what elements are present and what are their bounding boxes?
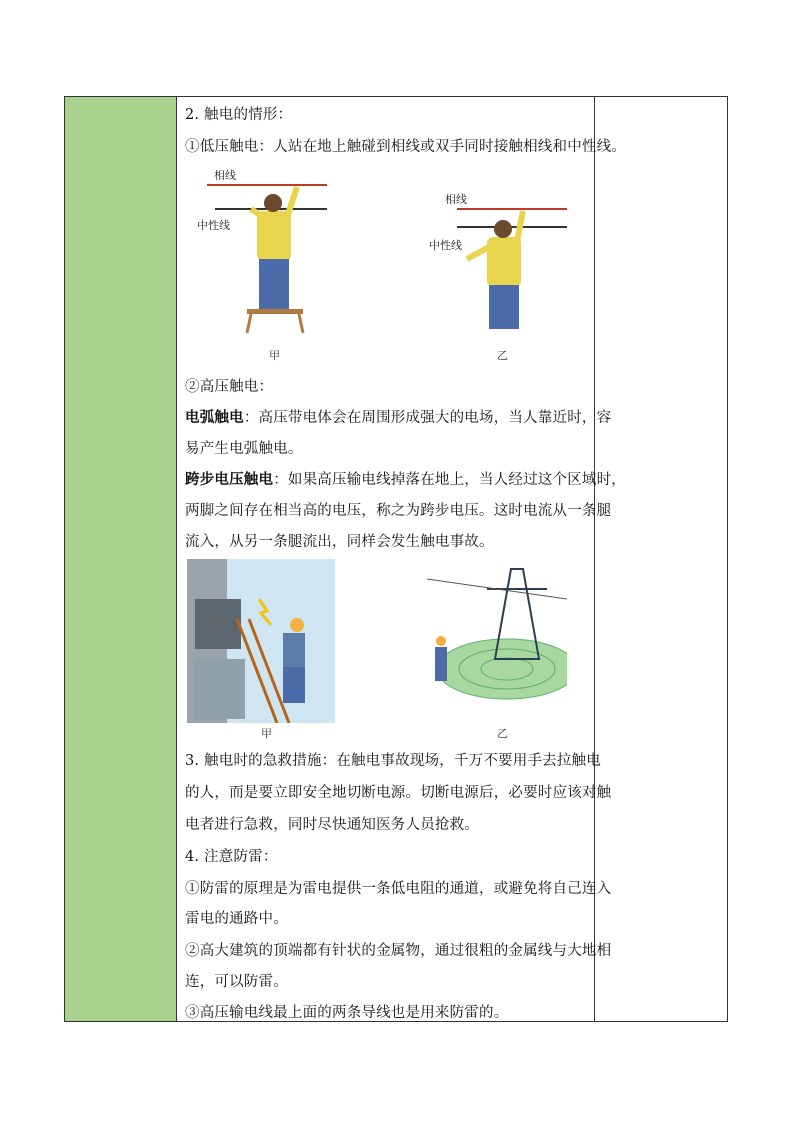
first-aid-line3: 电者进行急救，同时尽快通知医务人员抢救。	[185, 817, 479, 833]
neutral-wire-label-a: 中性线	[197, 219, 230, 232]
phase-wire-label-b: 相线	[445, 193, 467, 206]
first-aid-line2: 的人，而是要立即安全地切断电源。切断电源后，必要时应该对触	[185, 785, 612, 801]
left-green-column	[65, 97, 177, 1021]
arc-shock-line1: 电弧触电：高压带电体会在周围形成强大的电场，当人靠近时，容	[185, 409, 612, 426]
phase-wire-label-a: 相线	[214, 169, 236, 182]
step-voltage-line2: 两脚之间存在相当高的电压，称之为跨步电压。这时电流从一条腿	[185, 503, 612, 519]
content-table	[64, 96, 728, 1022]
step-voltage-line1: 跨步电压触电：如果高压输电线掉落在地上，当人经过这个区域时，	[185, 471, 627, 488]
first-aid-line1: 3. 触电时的急救措施：在触电事故现场，千万不要用手去拉触电	[185, 753, 601, 769]
figure1-label-a: 甲	[269, 349, 280, 362]
lightning-point1-line2: 雷电的通路中。	[185, 911, 288, 927]
figure2-label-a: 甲	[261, 727, 272, 740]
arc-shock-illustration	[187, 559, 335, 723]
right-notes-column	[595, 97, 727, 1021]
high-voltage-title: ②高压触电：	[185, 379, 274, 395]
figure2-label-b: 乙	[497, 727, 508, 740]
figure1-label-b: 乙	[497, 349, 508, 362]
arc-shock-term: 电弧触电	[185, 409, 244, 426]
low-voltage-text: ①低压触电：人站在地上触碰到相线或双手同时接触相线和中性线。	[185, 139, 626, 155]
lightning-point2-line2: 连，可以防雷。	[185, 974, 288, 990]
person-on-ground-illustration	[427, 197, 577, 347]
main-content-cell	[177, 97, 627, 1021]
lightning-point1-line1: ①防雷的原理是为雷电提供一条低电阻的通道，或避免将自己连入	[185, 881, 612, 897]
arc-shock-line2: 易产生电弧触电。	[185, 441, 303, 457]
step-voltage-line3: 流入，从另一条腿流出，同样会发生触电事故。	[185, 534, 494, 550]
step-voltage-term: 跨步电压触电	[185, 471, 274, 488]
step-voltage-illustration	[427, 559, 567, 723]
person-on-stool-illustration	[207, 173, 357, 343]
section2-title: 2. 触电的情形：	[185, 107, 293, 123]
neutral-wire-label-b: 中性线	[429, 239, 462, 252]
lightning-point2-line1: ②高大建筑的顶端都有针状的金属物，通过很粗的金属线与大地相	[185, 943, 612, 959]
lightning-title: 4. 注意防雷：	[185, 849, 278, 865]
lightning-point3: ③高压输电线最上面的两条导线也是用来防雷的。	[185, 1005, 509, 1021]
